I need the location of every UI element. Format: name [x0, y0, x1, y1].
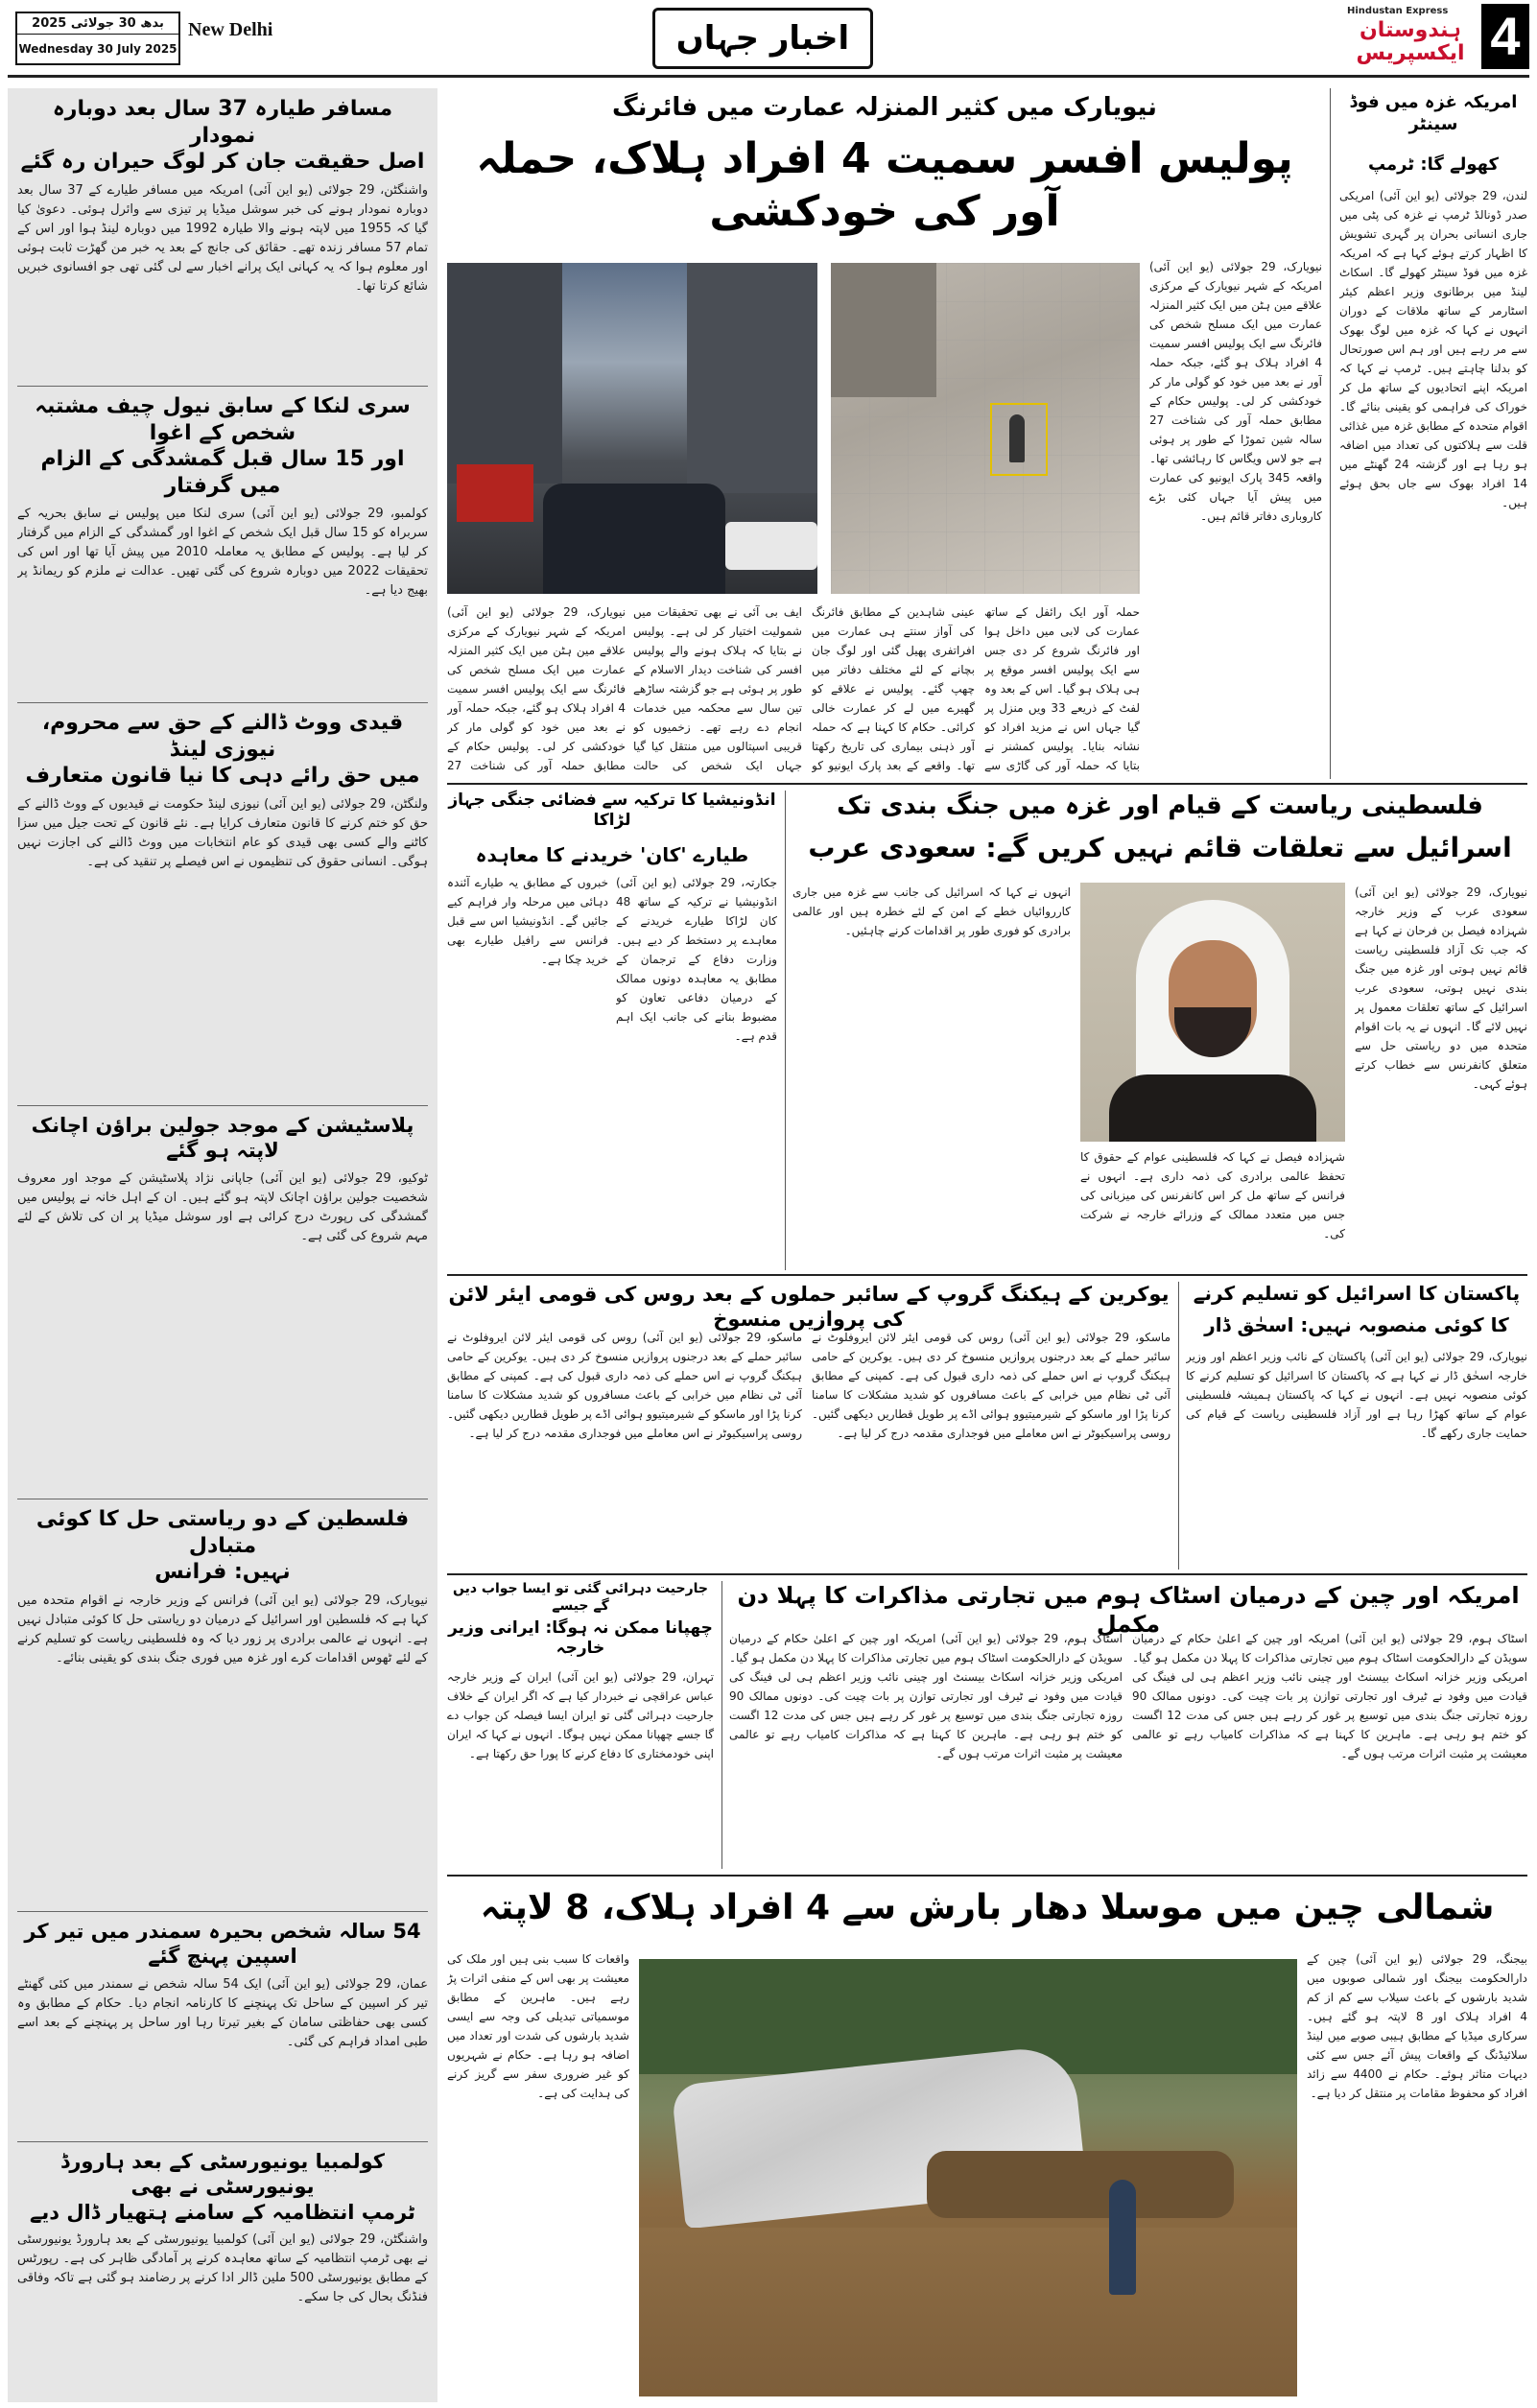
building-right — [687, 263, 817, 493]
left-story-5 — [17, 1506, 428, 1909]
floodwater — [639, 2228, 1297, 2396]
left-column — [8, 88, 437, 2402]
column-rule — [721, 1581, 722, 1869]
date-urdu: بدھ 30 جولائی 2025 — [17, 16, 178, 35]
left-story-5-body: نیویارک، 29 جولائی (یو این آئی) فرانس کے وزیر خارجہ نے اقوام متحدہ میں کہا ہے کہ فلسطین اور اسرائیل کے درمیان دو ریاستی حل کا کوئی متبادل نہیں ہے۔ انہوں نے عالمی برادری پر زور دیا کہ وہ فلسطینی ریاست کو تسلیم کرنے کے لئے ٹھوس اقدامات کرے اور غزہ میں فوری جنگ بندی کو یقینی بنائے۔ — [17, 1593, 428, 1665]
date-box — [15, 12, 180, 65]
divider — [17, 1105, 428, 1106]
left-story-6 — [17, 1919, 428, 2139]
pakistan-subhead: کا کوئی منصوبہ نہیں: اسحٰق ڈار — [1204, 1313, 1509, 1336]
left-story-2 — [17, 393, 428, 700]
building-left — [447, 263, 562, 484]
masthead-rule — [8, 75, 1529, 78]
lead-body-d: ایف بی آئی نے بھی تحقیقات میں شمولیت اختیار کر لی ہے۔ پولیس نے بتایا کہ ہلاک ہونے والے پولیس افسر کی شناخت دیدار الاسلام کے طور پر ہوئی ہے جو گزشتہ ساڑھے تین سال سے محکمہ میں خدمات انجام دے رہے تھے۔ زخمیوں کو قریبی اسپتالوں میں منتقل کیا گیا جہاں ایک شخص کی حالت — [633, 605, 802, 772]
column-rule — [1330, 88, 1331, 779]
fire-truck — [457, 464, 533, 522]
left-story-7-body: واشنگٹن، 29 جولائی (یو این آئی) کولمبیا یونیورسٹی کے بعد ہارورڈ یونیورسٹی نے بھی ٹرمپ انتظامیہ کے ساتھ معاہدہ کرنے پر آمادگی ظاہر کی ہے۔ رپورٹس کے مطابق یونیورسٹی 500 ملین ڈالر ادا کرنے پر رضامند ہو گئی ہے تاکہ وفاقی فنڈنگ بحال کی جا سکے۔ — [17, 2231, 428, 2304]
left-story-3-subhead: میں حق رائے دہی کا نیا قانون متعارف — [25, 764, 420, 788]
lead-story — [447, 88, 1322, 779]
building-corner — [831, 263, 936, 397]
us-china-story — [729, 1581, 1527, 1869]
left-story-1-body: واشنگٹن، 29 جولائی (یو این آئی) امریکہ میں مسافر طیارے کے 37 سال بعد دوبارہ نمودار ہونے کی خبر سوشل میڈیا پر تیزی سے وائرل ہوئی۔ دعویٰ کیا گیا کہ 1955 میں لاپتہ ہونے والا طیارہ 1992 میں دوبارہ لینڈ ہوا اور اس کے تمام 57 مسافر زندہ تھے۔ حقائق کی جانچ کے بعد یہ خبر من گھڑت ثابت ہوئی اور معلوم ہوا کہ یہ کہانی ایک پرانے اخبار سے لی گئی تھی جو افسانوی خبریں شائع کرتا تھا۔ — [17, 182, 428, 294]
section-rule — [447, 783, 1527, 785]
column-rule — [1178, 1282, 1179, 1570]
left-story-3-headline: قیدی ووٹ ڈالنے کے حق سے محروم، نیوزی لینڈ — [41, 711, 404, 762]
section-rule — [447, 1573, 1527, 1575]
section-title-box — [652, 8, 873, 69]
left-story-3-body: ولنگٹن، 29 جولائی (یو این آئی) نیوزی لینڈ حکومت نے قیدیوں کے ووٹ ڈالنے کے حق کو ختم کرنے کا قانون متعارف کرایا ہے۔ نئے قانون کے تحت جیل میں سزا کاٹنے والے کسی بھی قیدی کو عام انتخابات میں ووٹ ڈالنے کی اجازت نہیں ہوگی۔ انسانی حقوق کی تنظیموں نے اس فیصلے پر تنقید کی ہے۔ — [17, 796, 428, 869]
suspect-figure — [1009, 414, 1025, 462]
indonesia-story — [447, 791, 777, 1270]
left-story-5-headline: فلسطین کے دو ریاستی حل کا کوئی متبادل — [35, 1507, 410, 1558]
us-china-body-b: اسٹاک ہوم، 29 جولائی (یو این آئی) امریکہ اور چین کے اعلیٰ حکام کے درمیان سویڈن کے دارالحکومت اسٹاک ہوم میں تجارتی مذاکرات کا پہلا دن مکمل ہو گیا۔ امریکی وزیر خزانہ اسکاٹ بیسنٹ اور چینی نائب وزیر اعظم ہی لی فینگ کی قیادت میں وفود نے ٹیرف اور تجارتی توازن پر بات چیت کی۔ دونوں ممالک 90 روزہ تجارتی جنگ بندی میں توسیع پر غور کر رہے ہیں جس کی مدت 12 اگست کو ختم ہو رہی ہے۔ ماہرین کا کہنا ہے کہ مذاکرات کامیاب رہے تو عالمی معیشت پر مثبت اثرات مرتب ہوں گے۔ — [729, 1632, 1123, 1760]
gaza-food-story — [1339, 92, 1527, 783]
iran-body: تہران، 29 جولائی (یو این آئی) ایران کے وزیر خارجہ عباس عراقچی نے خبردار کیا ہے کہ اگر ایران کے خلاف جارحیت دہرائی گئی تو ایران ایسا فیصلہ کن جواب دے گا جسے چھپانا ممکن نہیں ہوگا۔ انہوں نے کہا کہ ایران اپنی خودمختاری کا دفاع کرنے کا پورا حق رکھتا ہے۔ — [447, 1669, 714, 1760]
saudi-minister-photo — [1080, 883, 1345, 1142]
left-story-7 — [17, 2149, 428, 2395]
china-rain-story — [447, 1882, 1527, 2400]
page-number: 4 — [1481, 4, 1529, 69]
saudi-headline-2: اسرائیل سے تعلقات قائم نہیں کریں گے: سعودی عرب — [808, 832, 1512, 863]
debris — [927, 2151, 1234, 2218]
police-car — [725, 522, 817, 570]
divider — [17, 2141, 428, 2142]
left-story-1-headline: مسافر طیارہ 37 سال بعد دوبارہ نمودار — [52, 97, 393, 148]
left-story-1-subhead: اصل حقیقت جان کر لوگ حیران رہ گئے — [20, 150, 425, 174]
left-story-2-headline: سری لنکا کے سابق نیول چیف مشتبہ شخص کے اغوا — [35, 394, 411, 445]
ukraine-body-b: ماسکو، 29 جولائی (یو این آئی) روس کی قومی ایئر لائن ایروفلوٹ نے سائبر حملے کے بعد درجنوں پروازیں منسوخ کر دی ہیں۔ یوکرین کے حامی ہیکنگ گروپ نے اس حملے کی ذمہ داری قبول کی ہے۔ کمپنی کے مطابق آئی ٹی نظام میں خرابی کے باعث مسافروں کو شدید مشکلات کا سامنا کرنا پڑا اور ماسکو کے شیرمیتیوو ہوائی اڈے پر طویل قطاریں دیکھی گئیں۔ روسی پراسیکیوٹر نے اس معاملے میں فوجداری مقدمہ درج کر لیا ہے۔ — [447, 1331, 802, 1440]
indonesia-body-b: خبروں کے مطابق یہ طیارے آئندہ دہائی میں مرحلہ وار فراہم کیے جائیں گے۔ انڈونیشیا اس سے قبل فرانس سے رافیل طیارے بھی خرید چکا ہے۔ — [447, 876, 608, 966]
gaza-food-body: لندن، 29 جولائی (یو این آئی) امریکی صدر ڈونالڈ ٹرمپ نے غزہ کی پٹی میں جاری انسانی بحران پر گہری تشویش کا اظہار کرتے ہوئے کہا ہے کہ امریکہ غزہ میں فوڈ سینٹر کھولے گا۔ اسکاٹ لینڈ میں برطانوی وزیر اعظم کیئر اسٹارمر کے ساتھ ملاقات کے دوران انہوں نے کہا کہ غزہ میں لوگ بھوک سے مر رہے ہیں اور ہم اس صورتحال کو بدلنا چاہتے ہیں۔ ٹرمپ نے کہا کہ امریکہ اپنے اتحادیوں کے ساتھ مل کر خوراک کی فراہمی کو یقینی بنائے گا۔ اقوام متحدہ کے مطابق غزہ میں غذائی قلت سے ہلاکتوں کی تعداد میں اضافہ ہو رہا ہے اور گزشتہ 24 گھنٹے میں 14 افراد بھوک سے جاں بحق ہوئے ہیں۔ — [1339, 188, 1527, 509]
city: New Delhi — [188, 19, 273, 40]
column-rule — [785, 791, 786, 1270]
robe — [1109, 1074, 1316, 1142]
logo-english: Hindustan Express — [1347, 6, 1449, 16]
lead-body-c: عینی شاہدین کے مطابق فائرنگ کی آواز سنتے ہی عمارت میں افراتفری پھیل گئی اور لوگ جان بچانے کے لئے مختلف دفاتر میں چھپ گئے۔ پولیس نے علاقے کو گھیرے میں لے کر عمارت خالی کرائی۔ حکام کا کہنا ہے کہ حملہ آور ذہنی بیماری کی تاریخ رکھتا تھا۔ واقعے کے بعد پارک ایونیو کو — [812, 605, 975, 772]
divider — [17, 386, 428, 387]
china-rain-body-c: واقعات کا سبب بنی ہیں اور ملک کی معیشت پر بھی اس کے منفی اثرات پڑ رہے ہیں۔ ماہرین کے مطابق موسمیاتی تبدیلی کی وجہ سے ایسی شدید بارشوں کی شدت اور تعداد میں اضافہ ہو رہا ہے۔ حکام نے شہریوں کو غیر ضروری سفر سے گریز کرنے کی ہدایت کی ہے۔ — [447, 1952, 629, 2100]
date-english: Wednesday 30 July 2025 — [18, 42, 177, 56]
section-rule — [447, 1274, 1527, 1276]
china-rain-headline: شمالی چین میں موسلا دھار بارش سے 4 افراد ہلاک، 8 لاپتہ — [480, 1888, 1495, 1927]
indonesia-body-a: جکارتہ، 29 جولائی (یو این آئی) انڈونیشیا نے ترکیہ کے ساتھ 48 کان لڑاکا طیارے خریدنے کے معاہدے پر دستخط کر دیے ہیں۔ وزارت دفاع کے ترجمان کے مطابق یہ معاہدہ دونوں ممالک کے درمیان دفاعی تعاون کو مضبوط بنانے کی جانب ایک اہم قدم ہے۔ — [616, 876, 777, 1043]
saudi-story — [792, 791, 1527, 1270]
lead-kicker: نیویارک میں کثیر المنزلہ عمارت میں فائرنگ — [612, 93, 1157, 122]
left-story-5-subhead: نہیں: فرانس — [154, 1560, 291, 1584]
left-story-4-headline: پلاسٹیشن کے موجد جولین براؤن اچانک لاپتہ ہو گئے — [31, 1114, 414, 1163]
china-rain-body-a: بیجنگ، 29 جولائی (یو این آئی) چین کے دارالحکومت بیجنگ اور شمالی صوبوں میں شدید بارشوں کے باعث سیلاب سے کم از کم 4 افراد ہلاک اور 8 لاپتہ ہو گئے ہیں۔ سرکاری میڈیا کے مطابق ہیبی صوبے میں لینڈ سلائیڈنگ کے واقعات پیش آئے جس سے کئی دیہات متاثر ہوئے۔ حکام نے 4400 سے زائد افراد کو محفوظ مقامات پر منتقل کر دیا ہے۔ — [1307, 1952, 1527, 2100]
divider — [17, 702, 428, 703]
china-flood-photo — [639, 1959, 1297, 2396]
lead-body-b: حملہ آور ایک رائفل کے ساتھ عمارت کی لابی میں داخل ہوا اور فائرنگ شروع کر دی جس سے ایک پولیس افسر موقع پر ہی ہلاک ہو گیا۔ اس کے بعد وہ لفٹ کے ذریعے 33 ویں منزل پر گیا جہاں اس نے مزید افراد کو نشانہ بنایا۔ پولیس کمشنر نے بتایا کہ حملہ آور کی گاڑی سے — [984, 605, 1140, 772]
police-crowd — [543, 484, 725, 594]
person-wading — [1109, 2180, 1136, 2295]
saudi-headline-1: فلسطینی ریاست کے قیام اور غزہ میں جنگ بندی تک — [837, 791, 1483, 820]
left-story-4-body: ٹوکیو، 29 جولائی (یو این آئی) جاپانی نژاد پلاسٹیشن کے موجد اور معروف شخصیت جولین براؤن اچانک لاپتہ ہو گئے ہیں۔ ان کے اہل خانہ نے پولیس میں گمشدگی کی رپورٹ درج کرائی ہے اور سوشل میڈیا پر ان کی تلاش کے لئے مہم شروع کی گئی ہے۔ — [17, 1170, 428, 1243]
lead-body-e: نیویارک، 29 جولائی (یو این آئی) امریکہ کے شہر نیویارک کے مرکزی علاقے مین ہٹن میں ایک کثیر المنزلہ عمارت میں ایک مسلح شخص کی فائرنگ سے ایک پولیس افسر سمیت 4 افراد ہلاک ہو گئے، جبکہ حملہ آور نے بعد میں خود کو گولی مار کر خودکشی کر لی۔ پولیس حکام کے مطابق حملہ آور کی شناخت 27 — [447, 605, 626, 772]
ukraine-body-a: ماسکو، 29 جولائی (یو این آئی) روس کی قومی ایئر لائن ایروفلوٹ نے سائبر حملے کے بعد درجنوں پروازیں منسوخ کر دی ہیں۔ یوکرین کے حامی ہیکنگ گروپ نے اس حملے کی ذمہ داری قبول کی ہے۔ کمپنی کے مطابق آئی ٹی نظام میں خرابی کے باعث مسافروں کو شدید مشکلات کا سامنا کرنا پڑا اور ماسکو کے شیرمیتیوو ہوائی اڈے پر طویل قطاریں دیکھی گئیں۔ روسی پراسیکیوٹر نے اس معاملے میں فوجداری مقدمہ درج کر لیا ہے۔ — [812, 1331, 1170, 1440]
lead-photo-street — [447, 263, 817, 594]
left-story-2-body: کولمبو، 29 جولائی (یو این آئی) سری لنکا میں پولیس نے سابق بحریہ کے سربراہ کو 15 سال قبل ایک شخص کے اغوا اور گمشدگی کے الزام میں گرفتار کر لیا ہے۔ پولیس کے مطابق یہ معاملہ 2010 میں پیش آیا تھا اور اس کی تحقیقات 2022 میں دوبارہ شروع کی گئی تھیں۔ عدالت نے ملزم کو ریمانڈ پر بھیج دیا ہے۔ — [17, 507, 428, 598]
logo-urdu: ہندوستان ایکسپریس — [1356, 18, 1465, 65]
saudi-body-a: نیویارک، 29 جولائی (یو این آئی) سعودی عرب کے وزیر خارجہ شہزادہ فیصل بن فرحان نے کہا ہے کہ جب تک آزاد فلسطینی ریاست قائم نہیں ہوتی اور غزہ میں جنگ بندی نہیں ہوتی، سعودی عرب اسرائیل کے ساتھ تعلقات معمول پر نہیں لائے گا۔ انہوں نے یہ بات اقوام متحدہ میں دو ریاستی حل سے متعلق کانفرنس سے خطاب کرتے ہوئے کہی۔ — [1355, 885, 1527, 1091]
iran-story — [447, 1581, 714, 1869]
left-story-7-headline: کولمبیا یونیورسٹی کے بعد ہارورڈ یونیورسٹی نے بھی — [59, 2150, 385, 2199]
pakistan-body: نیویارک، 29 جولائی (یو این آئی) پاکستان کے نائب وزیر اعظم اور وزیر خارجہ اسحٰق ڈار نے کہا ہے کہ پاکستان کا اسرائیل کو تسلیم کرنے کا کوئی منصوبہ نہیں ہے۔ انہوں نے کہا کہ پاکستان ہمیشہ فلسطینی عوام کے ساتھ کھڑا رہا ہے اور آزاد فلسطینی ریاست کے قیام کی حمایت جاری رکھے گا۔ — [1186, 1350, 1527, 1440]
indonesia-kicker: انڈونیشیا کا ترکیہ سے فضائی جنگی جہاز لڑاکا — [448, 791, 776, 831]
section-title: اخبار جہاں — [675, 19, 850, 58]
ukraine-story — [447, 1282, 1170, 1570]
pakistan-story — [1186, 1282, 1527, 1570]
lead-body-a: نیویارک، 29 جولائی (یو این آئی) امریکہ کے شہر نیویارک کے مرکزی علاقے مین ہٹن میں ایک کثیر المنزلہ عمارت میں ایک مسلح شخص کی فائرنگ سے ایک پولیس افسر سمیت 4 افراد ہلاک ہو گئے، جبکہ حملہ آور نے بعد میں خود کو گولی مار کر خودکشی کر لی۔ پولیس حکام کے مطابق حملہ آور کی شناخت 27 سالہ شین تموڑا کے طور پر ہوئی ہے جو لاس ویگاس کا رہائشی تھا۔ واقعہ 345 پارک ایونیو کی عمارت میں پیش آیا جہاں کئی بڑے کاروباری دفاتر قائم ہیں۔ — [1149, 260, 1322, 523]
section-rule — [447, 1875, 1527, 1877]
divider — [17, 1911, 428, 1912]
saudi-body-c: انہوں نے کہا کہ اسرائیل کی جانب سے غزہ میں جاری کارروائیاں خطے کے امن کے لئے خطرہ ہیں اور عالمی برادری کو فوری طور پر اقدامات کرنے چاہئیں۔ — [792, 885, 1071, 937]
ukraine-headline: یوکرین کے ہیکنگ گروپ کے سائبر حملوں کے بعد روس کی قومی ایئر لائن کی پروازیں منسوخ — [448, 1283, 1170, 1332]
masthead — [0, 0, 1537, 77]
gaza-food-subhead: کھولے گا: ٹرمپ — [1367, 154, 1500, 175]
saudi-body-b: شہزادہ فیصل نے کہا کہ فلسطینی عوام کے حقوق کا تحفظ عالمی برادری کی ذمہ داری ہے۔ انہوں نے فرانس کے ساتھ مل کر اس کانفرنس کی میزبانی کی جس میں متعدد ممالک کے وزرائے خارجہ نے شرکت کی۔ — [1080, 1150, 1345, 1240]
left-story-6-headline: 54 سالہ شخص بحیرہ سمندر میں تیر کر اسپین پہنچ گئے — [24, 1920, 421, 1969]
lead-photo-lobby — [831, 263, 1140, 594]
lead-headline: پولیس افسر سمیت 4 افراد ہلاک، حملہ آور کی خودکشی — [476, 134, 1293, 236]
left-story-6-body: عمان، 29 جولائی (یو این آئی) ایک 54 سالہ شخص نے سمندر میں کئی گھنٹے تیر کر اسپین کے ساحل تک پہنچنے کا کارنامہ انجام دیا۔ حکام کے مطابق وہ کسی بھی حفاظتی سامان کے بغیر تیرتا رہا اور ساحل پر پہنچنے کے بعد اسے طبی امداد فراہم کی گئی۔ — [17, 1976, 428, 2049]
us-china-headline: امریکہ اور چین کے درمیان اسٹاک ہوم میں تجارتی مذاکرات کا پہلا دن مکمل — [737, 1582, 1520, 1638]
pakistan-headline: پاکستان کا اسرائیل کو تسلیم کرنے — [1193, 1282, 1521, 1305]
iran-kicker: جارحیت دہرائی گئی تو ایسا جواب دیں گے جیسے — [453, 1581, 708, 1614]
left-story-1 — [17, 96, 428, 384]
logo — [1343, 6, 1478, 69]
iran-headline: چھپانا ممکن نہ ہوگا: ایرانی وزیر خارجہ — [448, 1618, 713, 1659]
left-story-4 — [17, 1113, 428, 1497]
us-china-body-a: اسٹاک ہوم، 29 جولائی (یو این آئی) امریکہ اور چین کے اعلیٰ حکام کے درمیان سویڈن کے دارالحکومت اسٹاک ہوم میں تجارتی مذاکرات کا پہلا دن مکمل ہو گیا۔ امریکی وزیر خزانہ اسکاٹ بیسنٹ اور چینی نائب وزیر اعظم ہی لی فینگ کی قیادت میں وفود نے ٹیرف اور تجارتی توازن پر بات چیت کی۔ دونوں ممالک 90 روزہ تجارتی جنگ بندی میں توسیع پر غور کر رہے ہیں جس کی مدت 12 اگست کو ختم ہو رہی ہے۔ ماہرین کا کہنا ہے کہ مذاکرات کامیاب رہے تو عالمی معیشت پر مثبت اثرات مرتب ہوں گے۔ — [1132, 1632, 1527, 1760]
left-story-2-subhead: اور 15 سال قبل گمشدگی کے الزام میں گرفتار — [40, 447, 405, 498]
left-story-3 — [17, 710, 428, 1103]
indonesia-headline: طیارے 'کان' خریدنے کا معاہدہ — [475, 842, 749, 866]
left-story-7-subhead: ٹرمپ انتظامیہ کے سامنے ہتھیار ڈال دیے — [30, 2200, 415, 2224]
gaza-food-headline: امریکہ غزہ میں فوڈ سینٹر — [1349, 92, 1518, 134]
